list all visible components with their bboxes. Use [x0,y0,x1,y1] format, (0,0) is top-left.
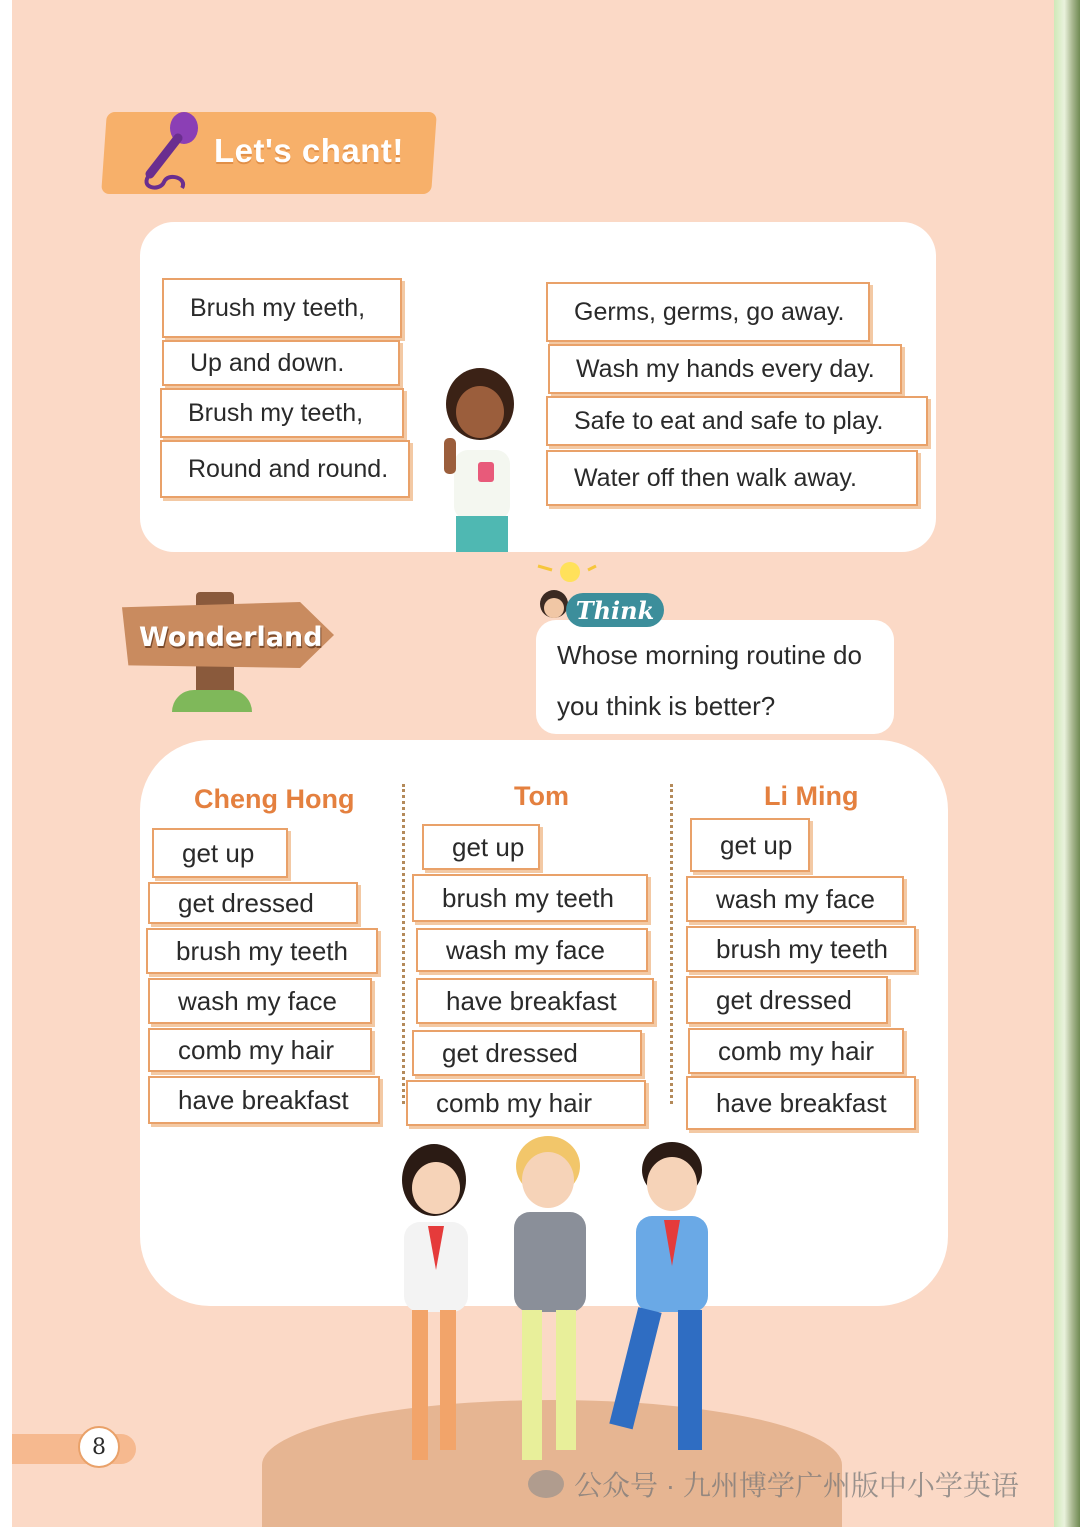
microphone-icon [130,108,210,194]
chant-line-1: Brush my teeth, [162,278,402,338]
children-illustration [372,1130,752,1500]
routine-name-tom: Tom [514,781,569,811]
watermark: 公众号 · 九州博学广州版中小学英语 [574,1470,1019,1501]
routine-step: get up [422,824,540,870]
think-question-line-1: Whose morning routine do [557,640,862,670]
routine-step: get dressed [686,976,888,1024]
textbook-page [12,0,1054,1527]
routine-step: have breakfast [148,1076,380,1124]
routine-step: have breakfast [416,978,654,1024]
routine-step: wash my face [686,876,904,922]
routine-step: get up [152,828,288,878]
routine-name-cheng-hong: Cheng Hong [194,784,355,814]
routine-step: brush my teeth [686,926,916,972]
column-divider [670,784,673,1104]
chant-line-8: Water off then walk away. [546,450,918,506]
routine-step: wash my face [148,978,372,1024]
routine-step: comb my hair [688,1028,904,1074]
routine-step: comb my hair [406,1080,646,1126]
grass [172,690,252,712]
chant-line-5: Germs, germs, go away. [546,282,870,342]
routine-step: get dressed [148,882,358,924]
chant-line-7: Safe to eat and safe to play. [546,396,928,446]
routine-step: brush my teeth [412,874,648,922]
think-question-line-2: you think is better? [557,691,776,721]
chant-title: Let's chant! [214,132,404,169]
think-label: Think [566,593,664,627]
adjacent-page-edge [1054,0,1080,1527]
column-divider [402,784,405,1104]
page-number: 8 [78,1426,120,1468]
routine-step: wash my face [416,928,648,972]
chant-line-3: Brush my teeth, [160,388,404,438]
wonderland-label: Wonderland [139,622,323,653]
routine-step: have breakfast [686,1076,916,1130]
chant-line-6: Wash my hands every day. [548,344,902,394]
chant-line-2: Up and down. [162,340,400,386]
routine-name-li-ming: Li Ming [764,781,859,811]
routine-step: brush my teeth [146,928,378,974]
routine-step: get up [690,818,810,872]
girl-brushing-teeth-illustration [432,366,532,552]
routine-step: get dressed [412,1030,642,1076]
chant-line-4: Round and round. [160,440,410,498]
routine-step: comb my hair [148,1028,372,1072]
